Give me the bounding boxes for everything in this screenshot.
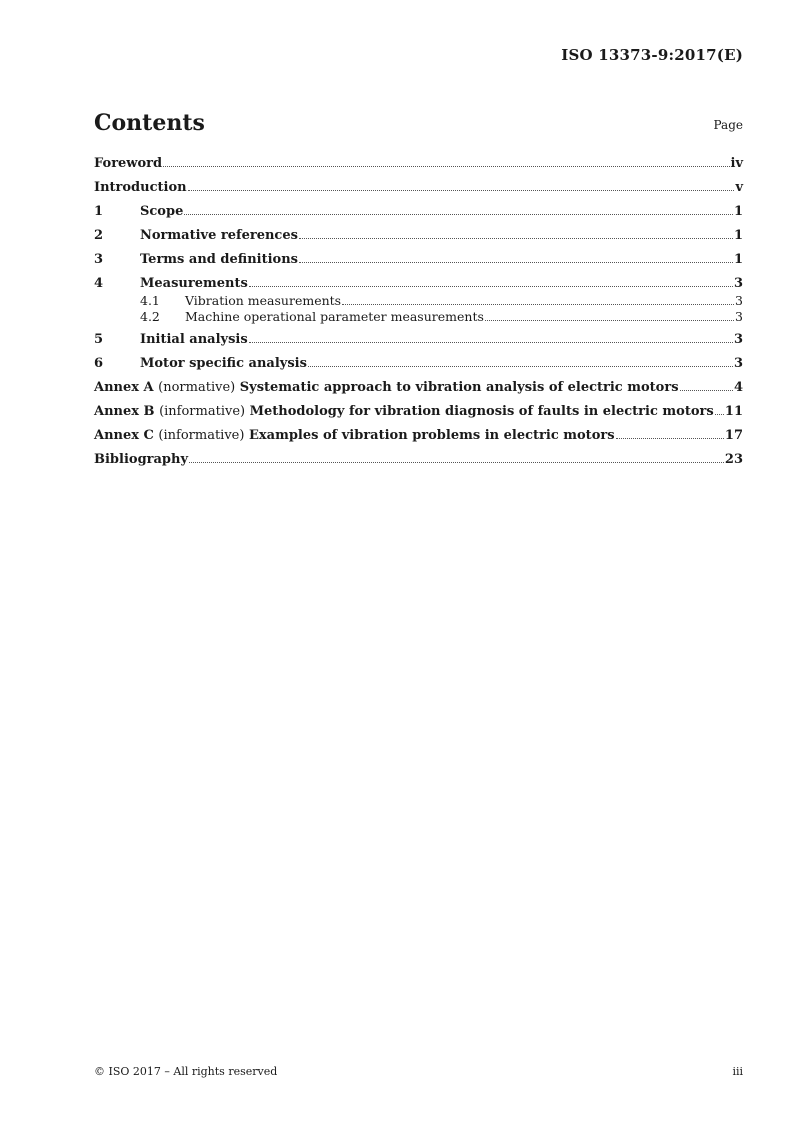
annex-prefix: Annex C bbox=[94, 428, 154, 443]
toc-entry-annex-b[interactable] bbox=[94, 403, 743, 421]
toc-entry-label: Bibliography bbox=[94, 452, 189, 467]
dot-leader bbox=[163, 166, 729, 167]
dot-leader bbox=[616, 438, 724, 439]
toc-entry-foreword[interactable] bbox=[94, 155, 743, 173]
toc-subentry-page: 3 bbox=[735, 309, 743, 324]
dot-leader bbox=[680, 390, 733, 391]
toc-entry-terms-and-definitions[interactable] bbox=[94, 251, 743, 269]
toc-entry-initial-analysis[interactable] bbox=[94, 331, 743, 349]
toc-entry-number: 3 bbox=[94, 252, 104, 267]
dot-leader bbox=[342, 304, 734, 305]
toc-entry-page: 3 bbox=[733, 332, 743, 347]
toc-annex-label bbox=[94, 427, 615, 445]
toc-entry-label: Initial analysis bbox=[140, 332, 248, 347]
annex-title: Systematic approach to vibration analysis of electric motors bbox=[239, 380, 679, 395]
toc-entry-page: 3 bbox=[733, 356, 743, 371]
toc-entry-number: 4 bbox=[94, 276, 104, 291]
page-column-label: Page bbox=[713, 118, 743, 132]
toc-entry-page: 11 bbox=[724, 404, 743, 419]
toc-entry-motor-specific-analysis[interactable] bbox=[94, 355, 743, 373]
dot-leader bbox=[308, 366, 733, 367]
toc-entry-page: 17 bbox=[724, 428, 743, 443]
toc-subentry-vibration-measurements[interactable] bbox=[94, 293, 743, 309]
toc-subentry-label: Machine operational parameter measurements bbox=[185, 309, 484, 324]
toc-entry-page: 23 bbox=[724, 452, 743, 467]
toc-entry-number: 6 bbox=[94, 356, 104, 371]
toc-subentry-number: 4.1 bbox=[140, 293, 160, 308]
annex-prefix: Annex B bbox=[94, 404, 155, 419]
toc-entry-page: 1 bbox=[733, 252, 743, 267]
copyright-notice: © ISO 2017 – All rights reserved bbox=[94, 1065, 278, 1078]
dot-leader bbox=[189, 462, 724, 463]
toc-entry-page: 1 bbox=[733, 204, 743, 219]
toc-entry-label: Measurements bbox=[140, 276, 248, 291]
toc-entry-page: 3 bbox=[733, 276, 743, 291]
toc-entry-annex-a[interactable] bbox=[94, 379, 743, 397]
document-code: ISO 13373-9:2017(E) bbox=[561, 46, 743, 64]
toc-entry-label: Motor specific analysis bbox=[140, 356, 307, 371]
toc-subentry-label: Vibration measurements bbox=[185, 293, 342, 308]
toc-entry-introduction[interactable] bbox=[94, 179, 743, 197]
annex-title: Examples of vibration problems in electric motors bbox=[248, 428, 615, 443]
dot-leader bbox=[249, 342, 733, 343]
toc-entry-annex-c[interactable] bbox=[94, 427, 743, 445]
dot-leader bbox=[715, 414, 724, 415]
toc-entry-number: 5 bbox=[94, 332, 104, 347]
toc-entry-page: 1 bbox=[733, 228, 743, 243]
annex-prefix: Annex A bbox=[94, 380, 154, 395]
dot-leader bbox=[485, 320, 734, 321]
table-of-contents bbox=[94, 155, 743, 475]
toc-entry-measurements[interactable] bbox=[94, 275, 743, 293]
dot-leader bbox=[188, 190, 735, 191]
toc-entry-label: Scope bbox=[140, 204, 184, 219]
annex-type: (informative) bbox=[159, 404, 246, 419]
dot-leader bbox=[299, 262, 733, 263]
toc-entry-normative-references[interactable] bbox=[94, 227, 743, 245]
toc-annex-label bbox=[94, 403, 714, 421]
toc-annex-label bbox=[94, 379, 679, 397]
toc-entry-bibliography[interactable] bbox=[94, 451, 743, 469]
toc-entry-page: 4 bbox=[733, 380, 743, 395]
toc-entry-label: Introduction bbox=[94, 180, 187, 195]
toc-entry-page: iv bbox=[730, 156, 743, 171]
annex-type: (normative) bbox=[158, 380, 236, 395]
annex-type: (informative) bbox=[158, 428, 245, 443]
dot-leader bbox=[299, 238, 733, 239]
toc-entry-number: 1 bbox=[94, 204, 104, 219]
toc-subentry-number: 4.2 bbox=[140, 309, 160, 324]
toc-entry-scope[interactable] bbox=[94, 203, 743, 221]
toc-subentry-operational-parameter-measurements[interactable] bbox=[94, 309, 743, 325]
toc-entry-page: v bbox=[735, 180, 743, 195]
contents-title: Contents bbox=[94, 110, 205, 136]
dot-leader bbox=[184, 214, 733, 215]
page-number: iii bbox=[732, 1065, 743, 1078]
toc-entry-label: Foreword bbox=[94, 156, 163, 171]
annex-title: Methodology for vibration diagnosis of faults in electric motors bbox=[249, 404, 714, 419]
dot-leader bbox=[249, 286, 733, 287]
toc-subentry-page: 3 bbox=[735, 293, 743, 308]
toc-entry-number: 2 bbox=[94, 228, 104, 243]
toc-entry-label: Normative references bbox=[140, 228, 298, 243]
toc-entry-label: Terms and definitions bbox=[140, 252, 298, 267]
